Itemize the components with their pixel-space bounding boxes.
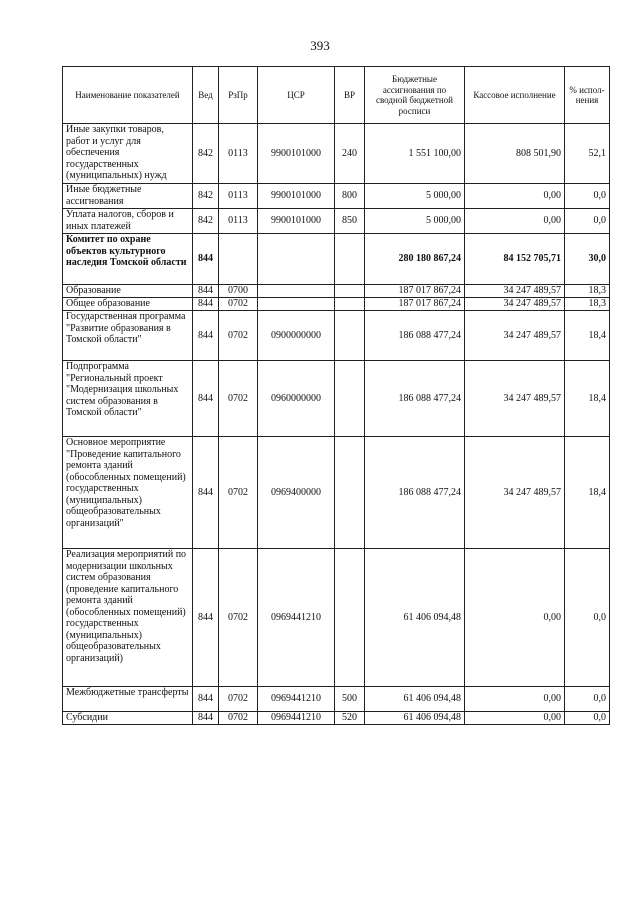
cell-percent: 30,0 [565,234,610,285]
table-row [63,184,610,209]
cell-vr [335,234,365,285]
cell-csr: 0969441210 [258,549,335,687]
cell-rzpr: 0702 [219,361,258,437]
header-vr: ВР [335,67,365,124]
cell-csr [258,234,335,285]
cell-name: Государственная программа "Развитие образования в Томской области" [63,311,193,361]
cell-ved: 844 [193,687,219,712]
cell-ved: 842 [193,184,219,209]
cell-cash-execution: 34 247 489,57 [465,311,565,361]
cell-name: Общее образование [63,298,193,311]
cell-ved: 844 [193,437,219,549]
cell-assignments: 5 000,00 [365,184,465,209]
cell-vr [335,311,365,361]
cell-csr: 0969441210 [258,712,335,725]
cell-name: Иные бюджетные ассигнования [63,184,193,209]
cell-name: Иные закупки товаров, работ и услуг для обеспечения государственных (муниципальных) нужд [63,124,193,184]
cell-assignments: 186 088 477,24 [365,361,465,437]
cell-percent: 0,0 [565,687,610,712]
cell-cash-execution: 0,00 [465,209,565,234]
cell-assignments: 280 180 867,24 [365,234,465,285]
cell-csr: 0960000000 [258,361,335,437]
cell-csr [258,285,335,298]
cell-ved: 844 [193,549,219,687]
cell-csr: 9900101000 [258,124,335,184]
cell-name: Основное мероприятие "Проведение капитального ремонта зданий (обособленных помещений) государственных (муниципальных) общеобразовательных организаций" [63,437,193,549]
cell-rzpr [219,234,258,285]
table-row [63,311,610,361]
table-row [63,124,610,184]
cell-ved: 844 [193,361,219,437]
cell-cash-execution: 808 501,90 [465,124,565,184]
cell-name: Реализация мероприятий по модернизации школьных систем образования (проведение капитального ремонта зданий (обособленных помещений) государственных (муниципальных) общеобразовательных организаций) [63,549,193,687]
table-row [63,437,610,549]
cell-vr: 800 [335,184,365,209]
cell-rzpr: 0702 [219,437,258,549]
cell-cash-execution: 34 247 489,57 [465,298,565,311]
cell-percent: 0,0 [565,209,610,234]
cell-percent: 0,0 [565,712,610,725]
cell-rzpr: 0702 [219,712,258,725]
cell-csr: 9900101000 [258,184,335,209]
cell-ved: 844 [193,234,219,285]
table-row [63,361,610,437]
header-ved: Вед [193,67,219,124]
budget-execution-table [62,66,610,725]
cell-assignments: 1 551 100,00 [365,124,465,184]
cell-vr [335,549,365,687]
header-percent: % испол-нения [565,67,610,124]
cell-csr: 0969441210 [258,687,335,712]
cell-csr: 9900101000 [258,209,335,234]
cell-rzpr: 0700 [219,285,258,298]
header-cash-execution: Кассовое исполнение [465,67,565,124]
cell-cash-execution: 34 247 489,57 [465,285,565,298]
cell-percent: 18,3 [565,285,610,298]
cell-name: Уплата налогов, сборов и иных платежей [63,209,193,234]
cell-assignments: 186 088 477,24 [365,437,465,549]
cell-name: Образование [63,285,193,298]
cell-vr [335,298,365,311]
cell-csr: 0969400000 [258,437,335,549]
cell-cash-execution: 34 247 489,57 [465,437,565,549]
header-csr: ЦСР [258,67,335,124]
cell-cash-execution: 84 152 705,71 [465,234,565,285]
page-number: 393 [310,38,330,53]
cell-csr [258,298,335,311]
cell-assignments: 61 406 094,48 [365,687,465,712]
cell-vr [335,361,365,437]
cell-name: Субсидии [63,712,193,725]
cell-ved: 844 [193,712,219,725]
cell-name: Межбюджетные трансферты [63,687,193,712]
cell-percent: 0,0 [565,549,610,687]
cell-assignments: 5 000,00 [365,209,465,234]
table-row [63,234,610,285]
cell-csr: 0900000000 [258,311,335,361]
cell-vr [335,285,365,298]
cell-cash-execution: 0,00 [465,549,565,687]
cell-rzpr: 0702 [219,549,258,687]
cell-cash-execution: 34 247 489,57 [465,361,565,437]
cell-cash-execution: 0,00 [465,712,565,725]
table-row [63,209,610,234]
table-row [63,298,610,311]
cell-ved: 842 [193,124,219,184]
cell-vr [335,437,365,549]
cell-rzpr: 0702 [219,687,258,712]
cell-cash-execution: 0,00 [465,184,565,209]
table-row [63,549,610,687]
cell-percent: 52,1 [565,124,610,184]
table-row [63,712,610,725]
cell-ved: 844 [193,311,219,361]
cell-rzpr: 0702 [219,311,258,361]
cell-percent: 18,3 [565,298,610,311]
cell-ved: 844 [193,285,219,298]
cell-percent: 0,0 [565,184,610,209]
table-row [63,687,610,712]
cell-vr: 850 [335,209,365,234]
header-rzpr: РзПр [219,67,258,124]
cell-percent: 18,4 [565,437,610,549]
cell-percent: 18,4 [565,311,610,361]
cell-rzpr: 0702 [219,298,258,311]
cell-rzpr: 0113 [219,124,258,184]
cell-rzpr: 0113 [219,209,258,234]
cell-name: Подпрограмма "Региональный проект "Модернизация школьных систем образования в Томской области" [63,361,193,437]
header-name: Наименование показателей [63,67,193,124]
table-row [63,285,610,298]
cell-ved: 842 [193,209,219,234]
cell-ved: 844 [193,298,219,311]
cell-vr: 520 [335,712,365,725]
cell-assignments: 61 406 094,48 [365,712,465,725]
cell-vr: 500 [335,687,365,712]
cell-cash-execution: 0,00 [465,687,565,712]
cell-assignments: 186 088 477,24 [365,311,465,361]
cell-percent: 18,4 [565,361,610,437]
cell-name: Комитет по охране объектов культурного наследия Томской области [63,234,193,285]
header-assignments: Бюджетные ассигнования по сводной бюджетной росписи [365,67,465,124]
table-header-row [63,67,610,124]
cell-assignments: 187 017 867,24 [365,298,465,311]
cell-rzpr: 0113 [219,184,258,209]
cell-assignments: 61 406 094,48 [365,549,465,687]
cell-vr: 240 [335,124,365,184]
cell-assignments: 187 017 867,24 [365,285,465,298]
